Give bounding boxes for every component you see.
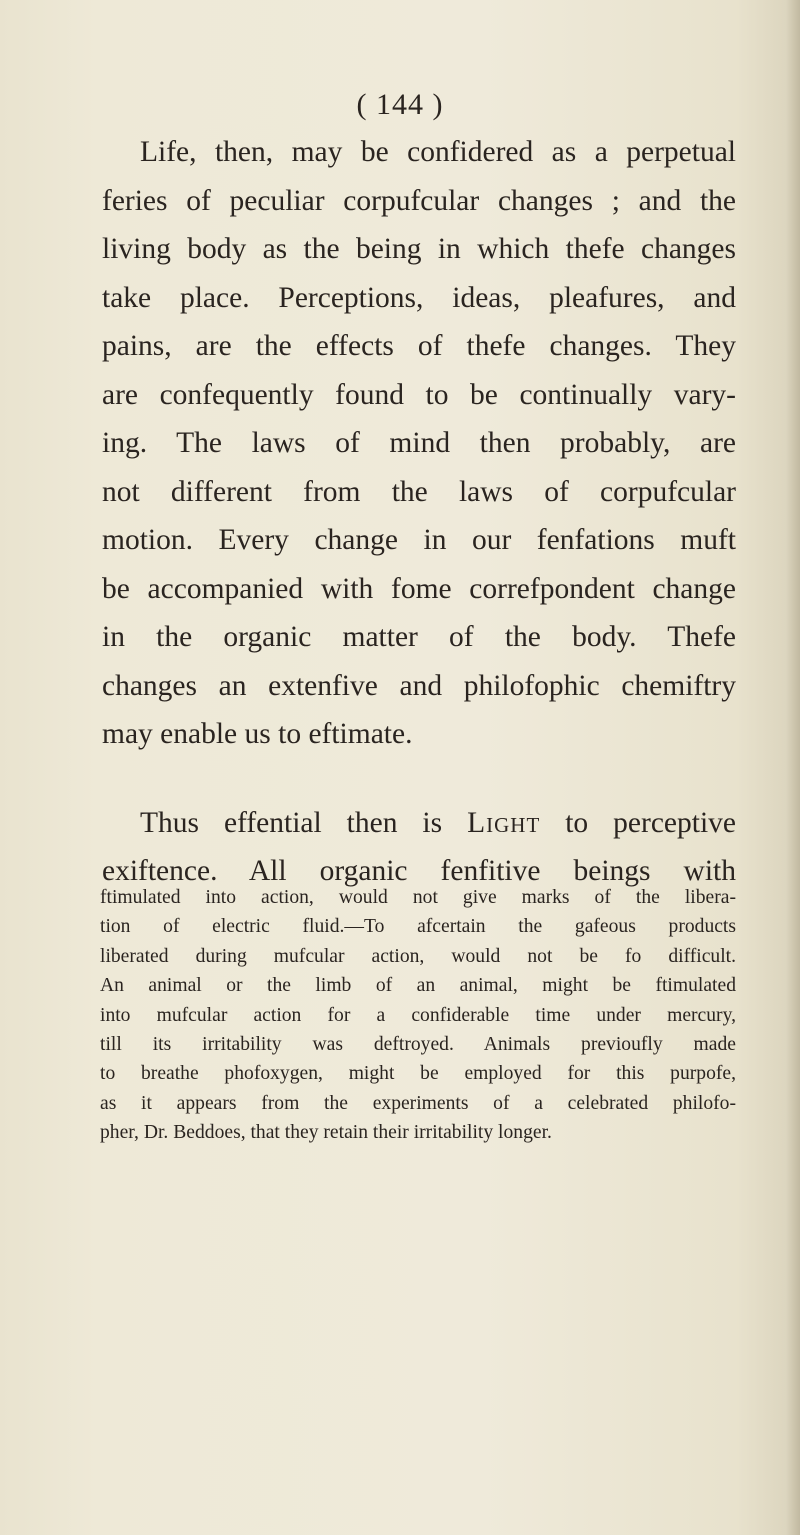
text-line: be accompanied with fome correfpondent change [102, 572, 736, 605]
text-line: ing. The laws of mind then probably, are [102, 427, 736, 459]
page-number: ( 144 ) [356, 88, 444, 121]
footnote-line: tion of electric fluid.—To afcertain the gafeous products [100, 916, 736, 938]
footnote-line: till its irritability was deftroyed. Animals previoufly made [100, 1034, 736, 1056]
text-line: changes an extenfive and philofophic chemiftry [102, 669, 736, 702]
text-line [102, 799, 736, 848]
text-line: pains, are the effects of thefe changes. They [102, 330, 736, 362]
paragraph-2 [102, 799, 736, 896]
text-line: not different from the laws of corpufcular [102, 475, 736, 508]
emphasized-word: Light [467, 806, 541, 839]
footnote-line: to breathe phofoxygen, might be employed for this purpofe, [100, 1063, 736, 1085]
text-line: feries of peculiar corpufcular changes ; and the [102, 184, 736, 217]
footnote-line: pher, Dr. Beddoes, that they retain their irritability longer. [100, 1122, 552, 1144]
main-text [102, 128, 736, 896]
footnote-line: as it appears from the experiments of a celebrated philofo- [100, 1092, 736, 1114]
footnote-line: into mufcular action for a confiderable time under mercury, [100, 1004, 736, 1026]
page-edge-shadow [786, 0, 800, 1535]
text-line: motion. Every change in our fenfations muft [102, 524, 736, 556]
text-segment: to perceptive [540, 806, 736, 839]
footnote [100, 883, 736, 1148]
text-segment: Thus effential then is [140, 806, 468, 839]
text-line: Life, then, may be confidered as a perpetual [140, 136, 736, 168]
text-line: take place. Perceptions, ideas, pleafures, and [102, 281, 736, 314]
footnote-line: An animal or the limb of an animal, might be ftimulated [100, 975, 736, 997]
footnote-line: ftimulated into action, would not give marks of the libera- [100, 887, 736, 908]
paragraph-1 [102, 128, 736, 759]
footnote-line: liberated during mufcular action, would not be fo difficult. [100, 945, 736, 967]
text-line: may enable us to eftimate. [102, 718, 413, 750]
text-line: exiftence. All organic fenfitive beings with [102, 855, 736, 887]
text-line: in the organic matter of the body. Thefe [102, 621, 736, 653]
text-line: are confequently found to be continually vary- [102, 378, 736, 411]
text-line: living body as the being in which thefe changes [102, 233, 736, 265]
